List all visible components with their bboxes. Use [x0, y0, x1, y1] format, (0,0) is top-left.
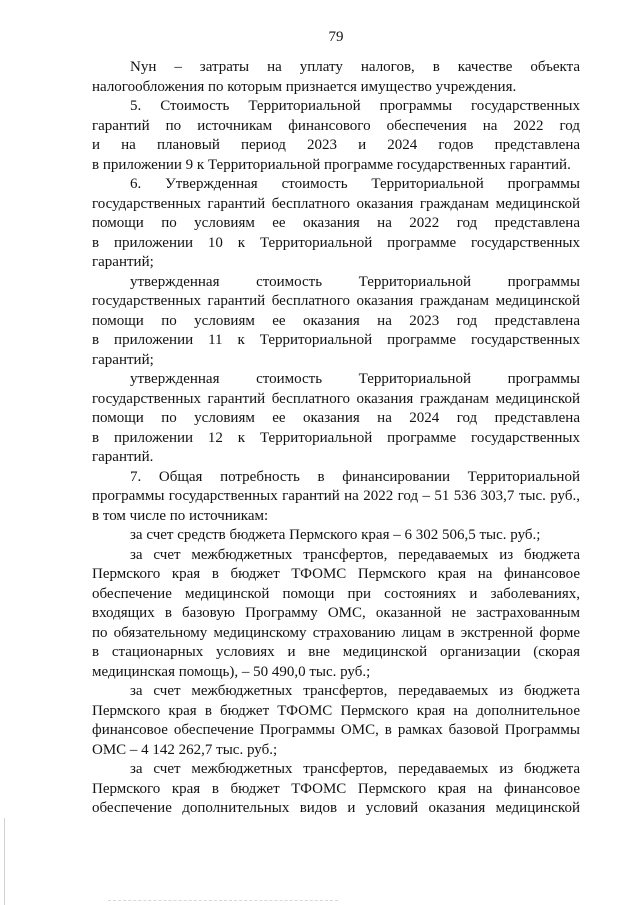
text-line: за счет средств бюджета Пермского края – 6 302 506,5 тыс. руб.;: [130, 527, 541, 543]
paragraph-item-6-2022: [92, 175, 580, 273]
text-line: гарантий.: [92, 449, 154, 465]
body-text: [92, 58, 580, 819]
text-line: государственных гарантий бесплатного оказания гражданам медицинской: [92, 293, 580, 309]
paragraph-item-7: [92, 468, 580, 527]
text-line: обеспечение дополнительных видов и условий оказания медицинской: [92, 800, 580, 816]
paragraph-regional-budget: [92, 526, 580, 546]
text-line: программы государственных гарантий на 2022 год – 51 536 303,7 тыс. руб.,: [92, 488, 580, 504]
text-line: помощи по условиям ее оказания на 2023 год представлена: [92, 312, 580, 329]
text-line: финансовое обеспечение Программы ОМС, в рамках базовой Программы: [92, 722, 580, 738]
text-line: входящих в базовую Программу ОМС, оказанной не застрахованным: [92, 605, 580, 621]
text-line: помощи по условиям ее оказания на 2024 год представлена: [92, 410, 580, 426]
text-line: гарантий;: [92, 351, 154, 368]
text-line: Пермского края в бюджет ТФОМС Пермского края на дополнительное: [92, 702, 580, 719]
scan-edge-line: [4, 818, 5, 905]
text-line: и на плановый период 2023 и 2024 годов представлена: [92, 137, 580, 153]
text-line: в стационарных условиях и вне медицинской организации (скорая: [92, 644, 580, 660]
paragraph-transfers-extra-types: [92, 760, 580, 819]
text-line: медицинская помощь), – 50 490,0 тыс. руб.;: [92, 663, 371, 680]
text-line: 7. Общая потребность в финансировании Территориальной: [130, 468, 580, 485]
paragraph-item-6-2024: [92, 370, 580, 468]
text-line: за счет межбюджетных трансфертов, передаваемых из бюджета: [130, 683, 580, 699]
text-line: 6. Утвержденная стоимость Территориальной программы: [130, 176, 580, 192]
text-line: обеспечение медицинской помощи при состояниях и заболеваниях,: [92, 585, 580, 602]
scan-bottom-line: [108, 900, 338, 901]
text-line: государственных гарантий бесплатного оказания гражданам медицинской: [92, 195, 580, 212]
text-line: гарантий по источникам финансового обеспечения на 2022 год: [92, 117, 580, 134]
text-line: в приложении 9 к Территориальной программе государственных гарантий.: [92, 156, 571, 173]
text-line: 5. Стоимость Территориальной программы государственных: [130, 98, 580, 114]
text-line: ОМС – 4 142 262,7 тыс. руб.;: [92, 741, 278, 758]
text-line: в том числе по источникам:: [92, 507, 269, 524]
text-line: в приложении 10 к Территориальной программе государственных: [92, 234, 580, 251]
text-line: утвержденная стоимость Территориальной программы: [130, 273, 580, 290]
text-line: в приложении 11 к Территориальной программе государственных: [92, 332, 580, 348]
paragraph-transfers-emergency: [92, 546, 580, 683]
text-line: утвержденная стоимость Территориальной программы: [130, 371, 580, 387]
text-line: налогообложения по которым признается имущество учреждения.: [92, 78, 517, 95]
text-line: Nун – затраты на уплату налогов, в качестве объекта: [130, 59, 580, 75]
paragraph-tax-costs: [92, 58, 580, 97]
page-number: 79: [328, 29, 344, 45]
text-line: в приложении 12 к Территориальной программе государственных: [92, 429, 580, 446]
text-line: за счет межбюджетных трансфертов, передаваемых из бюджета: [130, 546, 580, 563]
text-line: государственных гарантий бесплатного оказания гражданам медицинской: [92, 390, 580, 407]
text-line: помощи по условиям ее оказания на 2022 год представлена: [92, 215, 580, 231]
paragraph-transfers-additional: [92, 682, 580, 760]
text-line: Пермского края в бюджет ТФОМС Пермского края на финансовое: [92, 566, 580, 582]
text-line: за счет межбюджетных трансфертов, передаваемых из бюджета: [130, 761, 580, 777]
paragraph-item-6-2023: [92, 273, 580, 371]
text-line: Пермского края в бюджет ТФОМС Пермского края на финансовое: [92, 780, 580, 797]
text-line: гарантий;: [92, 254, 154, 270]
paragraph-item-5: [92, 97, 580, 175]
text-line: по обязательному медицинскому страхованию лицам в экстренной форме: [92, 624, 580, 641]
